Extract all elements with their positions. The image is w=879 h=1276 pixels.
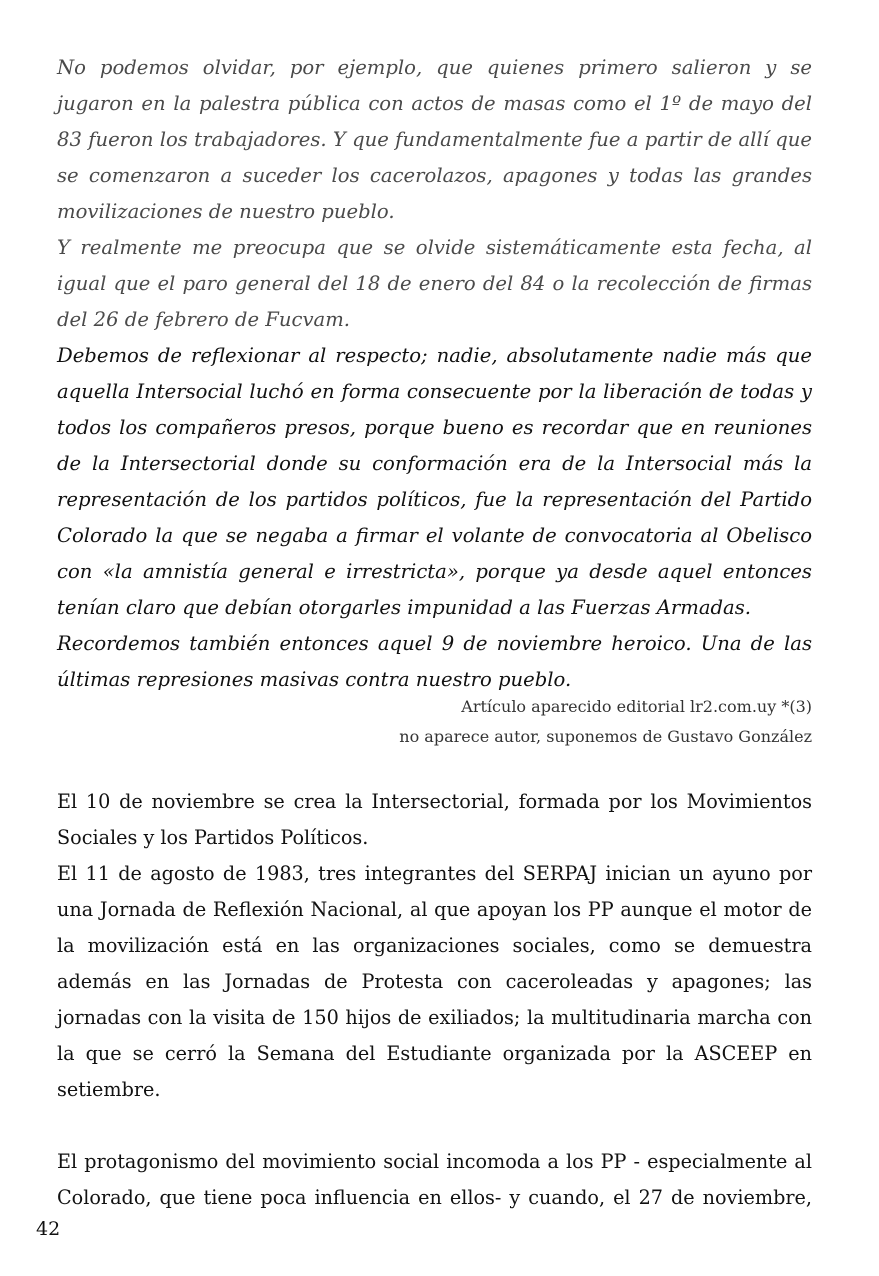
quote-paragraph-4: Recordemos también entonces aquel 9 de noviembre heroico. Una de las últimas represiones masivas contra nuestro pueblo. <box>57 632 812 691</box>
quote-paragraph-3: Debemos de reflexionar al respecto; nadie, absolutamente nadie más que aquella Intersocial luchó en forma consecuente por la liberación de todas y todos los compañeros presos, porque bueno es recordar que en reuniones de la Intersectorial donde su conformación era de la Intersocial más la representación de los partidos políticos, fue la representación del Partido Colorado la que se negaba a firmar el volante de convocatoria al Obelisco con «la amnistía general e irrestricta», porque ya desde aquel entonces tenían claro que debían otorgarles impunidad a las Fuerzas Armadas. <box>57 344 812 619</box>
body-paragraph-1: El 10 de noviembre se crea la Intersectorial, formada por los Movimientos Sociales y los Partidos Políticos. <box>57 790 812 849</box>
body-text <box>57 784 812 1216</box>
quote-paragraph-2: Y realmente me preocupa que se olvide sistemáticamente esta fecha, al igual que el paro general del 18 de enero del 84 o la recolección de firmas del 26 de febrero de Fucvam. <box>57 236 812 331</box>
quote-attribution <box>212 692 812 752</box>
page-number: 42 <box>36 1218 61 1240</box>
body-paragraph-3: El protagonismo del movimiento social incomoda a los PP - especialmente al Colorado, que tiene poca influencia en ellos- y cuando, el 27 de noviembre, <box>57 1150 812 1209</box>
attribution-author-note: no aparece autor, suponemos de Gustavo González <box>399 727 812 746</box>
quoted-article <box>57 50 812 698</box>
quote-paragraph-1: No podemos olvidar, por ejemplo, que quienes primero salieron y se jugaron en la palestra pública con actos de masas como el 1º de mayo del 83 fueron los trabajadores. Y que fundamentalmente fue a partir de allí que se comenzaron a suceder los cacerolazos, apagones y todas las grandes movilizaciones de nuestro pueblo. <box>57 56 812 223</box>
body-paragraph-2: El 11 de agosto de 1983, tres integrantes del SERPAJ inician un ayuno por una Jornada de Reflexión Nacional, al que apoyan los PP aunque el motor de la movilización está en las organizaciones sociales, como se demuestra además en las Jornadas de Protesta con caceroleadas y apagones; las jornadas con la visita de 150 hijos de exiliados; la multitudinaria marcha con la que se cerró la Semana del Estudiante organizada por la ASCEEP en setiembre. <box>57 862 812 1101</box>
attribution-source: Artículo aparecido editorial lr2.com.uy *(3) <box>461 697 812 716</box>
